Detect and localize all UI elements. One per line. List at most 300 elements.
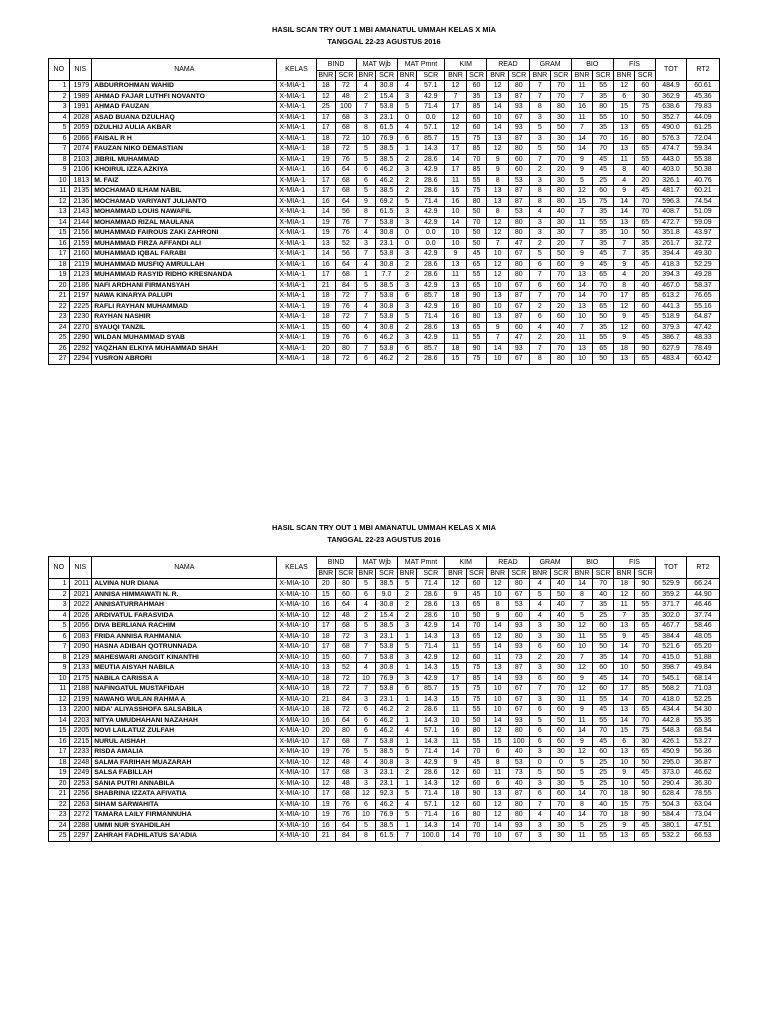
table-row [49,280,720,291]
cell-scr: 70 [466,747,487,758]
cell-bnr: 4 [397,123,417,134]
cell-bnr: 9 [571,259,593,270]
cell-kelas: X-MIA-1 [277,291,316,302]
cell-scr: 45 [635,333,656,344]
cell-bnr: 10 [571,354,593,365]
cell-scr: 20 [551,333,572,344]
cell-rt2: 66.24 [686,579,719,590]
cell-scr: 53 [508,757,529,768]
cell-scr: 70 [593,291,614,302]
cell-bnr: 2 [397,589,417,600]
cell-bnr: 14 [613,715,635,726]
report-title: HASIL SCAN TRY OUT 1 MBI AMANATUL UMMAH KELAS X MIA [272,25,496,34]
cell-bnr: 10 [487,684,509,695]
cell-bnr: 10 [445,238,467,249]
cell-bnr: 11 [571,217,593,228]
cell-scr: 42.9 [417,621,445,632]
cell-bnr: 9 [487,610,509,621]
cell-bnr: 5 [571,778,593,789]
table-row [49,600,720,611]
cell-scr: 80 [508,81,529,92]
cell-kelas: X-MIA-1 [277,333,316,344]
cell-bnr: 8 [529,196,551,207]
cell-bnr: 10 [487,589,509,600]
table-row [49,663,720,674]
cell-scr: 42.9 [417,249,445,260]
cell-no: 12 [49,196,70,207]
cell-scr: 30 [551,778,572,789]
cell-scr: 75 [635,102,656,113]
cell-nis: 2136 [69,196,92,207]
cell-scr: 64 [336,820,357,831]
col-bnr: BNR [397,71,417,81]
cell-bnr: 14 [571,291,593,302]
cell-scr: 23.1 [376,112,398,123]
cell-bnr: 11 [445,270,467,281]
cell-scr: 46.2 [376,715,398,726]
cell-scr: 50 [466,228,487,239]
cell-nis: 2129 [69,652,92,663]
table-row [49,820,720,831]
cell-tot: 568.2 [656,684,687,695]
cell-kelas: X-MIA-10 [277,726,316,737]
cell-tot: 584.4 [656,810,687,821]
cell-bnr: 15 [487,736,509,747]
cell-nis: 2022 [69,600,92,611]
cell-bnr: 18 [316,354,336,365]
cell-bnr: 5 [356,820,376,831]
cell-bnr: 14 [571,133,593,144]
cell-scr: 28.6 [417,589,445,600]
cell-scr: 53.8 [376,312,398,323]
cell-nama: ASAD BUANA DZULHAQ [92,112,277,123]
cell-bnr: 12 [571,663,593,674]
cell-scr: 76 [336,810,357,821]
cell-bnr: 1 [356,270,376,281]
cell-nis: 2135 [69,186,92,197]
col-bnr: BNR [487,71,509,81]
cell-bnr: 8 [487,757,509,768]
table-row [49,715,720,726]
cell-scr: 92.3 [376,789,398,800]
cell-bnr: 17 [316,768,336,779]
cell-bnr: 7 [487,238,509,249]
cell-bnr: 6 [613,91,635,102]
cell-scr: 14.3 [417,631,445,642]
cell-bnr: 3 [529,631,551,642]
cell-scr: 0.0 [417,112,445,123]
cell-tot: 521.6 [656,642,687,653]
cell-tot: 379.3 [656,322,687,333]
cell-scr: 45 [593,154,614,165]
cell-scr: 65 [593,343,614,354]
cell-scr: 40 [508,747,529,758]
cell-bnr: 5 [356,280,376,291]
cell-scr: 68 [336,175,357,186]
cell-scr: 69.2 [376,196,398,207]
cell-scr: 93 [508,715,529,726]
cell-scr: 70 [635,715,656,726]
cell-scr: 60 [466,799,487,810]
cell-tot: 481.7 [656,186,687,197]
cell-bnr: 12 [571,747,593,758]
cell-scr: 60 [508,322,529,333]
cell-tot: 384.4 [656,631,687,642]
cell-bnr: 15 [445,684,467,695]
cell-nis: 2256 [69,789,92,800]
cell-nis: 2103 [69,154,92,165]
cell-bnr: 5 [356,621,376,632]
table-row [49,673,720,684]
table-row [49,652,720,663]
table-row [49,312,720,323]
cell-bnr: 14 [487,123,509,134]
col-tot: TOT [656,59,687,81]
cell-bnr: 18 [316,291,336,302]
cell-nis: 2249 [69,768,92,779]
table-row [49,684,720,695]
table-row [49,831,720,842]
cell-bnr: 16 [445,312,467,323]
score-table [48,556,720,842]
cell-scr: 80 [466,810,487,821]
cell-tot: 371.7 [656,600,687,611]
cell-bnr: 4 [356,81,376,92]
cell-no: 22 [49,301,70,312]
cell-kelas: X-MIA-10 [277,684,316,695]
cell-scr: 72 [336,291,357,302]
cell-scr: 67 [508,112,529,123]
cell-scr: 53.8 [376,217,398,228]
cell-nama: ABDURROHMAN WAHID [92,81,277,92]
cell-bnr: 7 [356,217,376,228]
cell-kelas: X-MIA-1 [277,175,316,186]
cell-rt2: 51.88 [686,652,719,663]
cell-scr: 65 [635,217,656,228]
cell-scr: 50 [551,589,572,600]
cell-nama: SALMA FARIHAH MUAZARAH [92,757,277,768]
cell-bnr: 7 [613,249,635,260]
cell-bnr: 17 [316,789,336,800]
cell-kelas: X-MIA-10 [277,810,316,821]
cell-scr: 87 [508,312,529,323]
table-row [49,102,720,113]
cell-bnr: 4 [356,663,376,674]
cell-scr: 30 [635,91,656,102]
cell-tot: 443.0 [656,154,687,165]
cell-bnr: 3 [529,831,551,842]
cell-bnr: 7 [571,228,593,239]
cell-scr: 30.8 [376,757,398,768]
cell-nis: 2059 [69,123,92,134]
cell-no: 21 [49,291,70,302]
cell-bnr: 7 [356,652,376,663]
cell-bnr: 10 [487,249,509,260]
cell-scr: 50 [551,249,572,260]
cell-bnr: 19 [316,747,336,758]
cell-scr: 70 [593,133,614,144]
cell-scr: 48 [336,610,357,621]
cell-scr: 68 [336,270,357,281]
cell-scr: 50 [635,757,656,768]
cell-scr: 60 [593,747,614,758]
cell-nama: NURUL AISHAH [92,736,277,747]
cell-rt2: 78.55 [686,789,719,800]
cell-rt2: 58.37 [686,280,719,291]
cell-bnr: 11 [445,736,467,747]
cell-bnr: 9 [487,154,509,165]
cell-scr: 35 [635,610,656,621]
cell-bnr: 2 [356,610,376,621]
cell-kelas: X-MIA-10 [277,621,316,632]
cell-scr: 72 [336,684,357,695]
cell-nis: 2215 [69,736,92,747]
cell-tot: 418.3 [656,259,687,270]
cell-scr: 75 [466,133,487,144]
cell-bnr: 13 [571,301,593,312]
cell-bnr: 17 [316,186,336,197]
col-bnr: BNR [316,71,336,81]
cell-bnr: 3 [529,621,551,632]
cell-bnr: 10 [613,757,635,768]
cell-rt2: 46.46 [686,600,719,611]
cell-bnr: 8 [356,123,376,134]
cell-bnr: 5 [397,747,417,758]
cell-bnr: 19 [316,154,336,165]
cell-bnr: 11 [487,652,509,663]
cell-rt2: 36.30 [686,778,719,789]
cell-bnr: 8 [529,186,551,197]
table-row [49,343,720,354]
cell-bnr: 17 [316,736,336,747]
cell-scr: 30 [551,228,572,239]
cell-nama: YUSRON ABRORI [92,354,277,365]
cell-tot: 380.1 [656,820,687,831]
cell-nis: 2143 [69,207,92,218]
cell-bnr: 6 [487,747,509,758]
cell-scr: 0.0 [417,238,445,249]
cell-nama: RAYHAN NASHIR [92,312,277,323]
cell-rt2: 72.04 [686,133,719,144]
cell-scr: 35 [593,322,614,333]
cell-scr: 28.6 [417,705,445,716]
cell-bnr: 6 [356,715,376,726]
cell-kelas: X-MIA-10 [277,673,316,684]
cell-scr: 47 [508,333,529,344]
cell-scr: 53.8 [376,291,398,302]
cell-scr: 68 [336,642,357,653]
cell-scr: 67 [508,684,529,695]
cell-scr: 46.2 [376,175,398,186]
cell-bnr: 3 [356,112,376,123]
col-bnr: BNR [613,71,635,81]
cell-nis: 2123 [69,270,92,281]
cell-kelas: X-MIA-10 [277,715,316,726]
cell-bnr: 7 [571,322,593,333]
cell-kelas: X-MIA-10 [277,600,316,611]
cell-kelas: X-MIA-1 [277,207,316,218]
cell-bnr: 16 [445,301,467,312]
cell-tot: 290.4 [656,778,687,789]
cell-bnr: 3 [356,778,376,789]
cell-scr: 23.1 [376,768,398,779]
cell-bnr: 8 [613,280,635,291]
cell-nis: 2106 [69,165,92,176]
cell-nama: FRIDA ANNISA RAHMANIA [92,631,277,642]
cell-scr: 50 [466,610,487,621]
cell-rt2: 60.42 [686,354,719,365]
cell-bnr: 6 [397,133,417,144]
cell-scr: 55 [593,81,614,92]
cell-bnr: 1 [397,778,417,789]
col-scr: SCR [466,569,487,579]
cell-scr: 60 [551,280,572,291]
cell-no: 9 [49,663,70,674]
cell-scr: 71.4 [417,196,445,207]
cell-scr: 85.7 [417,291,445,302]
cell-bnr: 14 [316,249,336,260]
table-row [49,196,720,207]
cell-bnr: 2 [397,705,417,716]
cell-bnr: 4 [356,757,376,768]
cell-scr: 30.8 [376,228,398,239]
cell-no: 8 [49,652,70,663]
cell-bnr: 4 [356,322,376,333]
cell-scr: 100 [336,102,357,113]
cell-rt2: 46.62 [686,768,719,779]
cell-bnr: 16 [571,102,593,113]
cell-scr: 76.9 [376,673,398,684]
cell-scr: 80 [593,102,614,113]
cell-scr: 64 [336,165,357,176]
cell-rt2: 55.16 [686,301,719,312]
cell-nis: 2186 [69,280,92,291]
cell-bnr: 14 [571,726,593,737]
cell-rt2: 52.25 [686,694,719,705]
cell-bnr: 7 [356,249,376,260]
cell-bnr: 10 [487,301,509,312]
cell-nama: ARDIVATUL FARASVIDA [92,610,277,621]
cell-bnr: 5 [529,715,551,726]
cell-nama: TAMARA LAILY FIRMANNUHA [92,810,277,821]
cell-bnr: 7 [613,610,635,621]
cell-kelas: X-MIA-10 [277,768,316,779]
table-row [49,301,720,312]
score-section-x-mia-1 [48,24,720,365]
cell-scr: 65 [466,280,487,291]
cell-bnr: 9 [356,196,376,207]
cell-no: 21 [49,789,70,800]
cell-bnr: 6 [356,333,376,344]
cell-bnr: 11 [613,154,635,165]
cell-scr: 70 [635,196,656,207]
cell-no: 11 [49,186,70,197]
cell-scr: 23.1 [376,631,398,642]
cell-bnr: 3 [356,694,376,705]
cell-tot: 450.9 [656,747,687,758]
cell-tot: 418.0 [656,694,687,705]
table-row [49,133,720,144]
table-row [49,789,720,800]
cell-bnr: 9 [613,259,635,270]
table-row [49,354,720,365]
col-bnr: BNR [487,569,509,579]
cell-bnr: 8 [487,175,509,186]
cell-bnr: 2 [397,768,417,779]
cell-tot: 352.7 [656,112,687,123]
cell-scr: 0 [551,757,572,768]
cell-scr: 93 [508,123,529,134]
cell-scr: 57.1 [417,81,445,92]
cell-scr: 67 [508,280,529,291]
cell-bnr: 13 [571,343,593,354]
cell-scr: 45 [635,186,656,197]
cell-scr: 60 [508,610,529,621]
cell-scr: 46.2 [376,705,398,716]
cell-no: 13 [49,207,70,218]
cell-bnr: 15 [445,186,467,197]
cell-bnr: 12 [316,778,336,789]
cell-scr: 60 [551,642,572,653]
cell-bnr: 12 [487,217,509,228]
cell-tot: 474.7 [656,144,687,155]
col-subject: KIM [445,557,487,569]
cell-rt2: 68.14 [686,673,719,684]
cell-rt2: 32.72 [686,238,719,249]
table-row [49,694,720,705]
cell-bnr: 13 [316,663,336,674]
cell-scr: 47 [508,238,529,249]
cell-scr: 14.3 [417,694,445,705]
col-subject: GRAM [529,59,571,71]
cell-bnr: 12 [445,799,467,810]
cell-no: 27 [49,354,70,365]
cell-scr: 80 [466,301,487,312]
cell-kelas: X-MIA-1 [277,238,316,249]
cell-nis: 2200 [69,705,92,716]
cell-scr: 56 [336,207,357,218]
cell-scr: 71.4 [417,579,445,590]
cell-nama: SANIA PUTRI ANNABILA [92,778,277,789]
cell-scr: 55 [593,333,614,344]
cell-bnr: 14 [613,652,635,663]
cell-scr: 50 [635,778,656,789]
cell-scr: 72 [336,133,357,144]
cell-bnr: 7 [571,123,593,134]
cell-scr: 72 [336,312,357,323]
cell-bnr: 19 [316,810,336,821]
cell-bnr: 7 [445,91,467,102]
cell-scr: 35 [635,238,656,249]
cell-scr: 85 [635,291,656,302]
cell-bnr: 12 [445,81,467,92]
cell-scr: 64 [336,259,357,270]
cell-nama: ALVINA NUR DIANA [92,579,277,590]
cell-bnr: 5 [397,642,417,653]
cell-scr: 80 [466,196,487,207]
cell-scr: 80 [508,270,529,281]
cell-bnr: 5 [397,102,417,113]
cell-scr: 60 [466,652,487,663]
col-bnr: BNR [445,569,467,579]
cell-bnr: 11 [571,112,593,123]
cell-tot: 261.7 [656,238,687,249]
cell-scr: 65 [466,600,487,611]
cell-rt2: 40.76 [686,175,719,186]
cell-scr: 73 [508,652,529,663]
cell-scr: 60 [336,322,357,333]
cell-bnr: 13 [487,196,509,207]
